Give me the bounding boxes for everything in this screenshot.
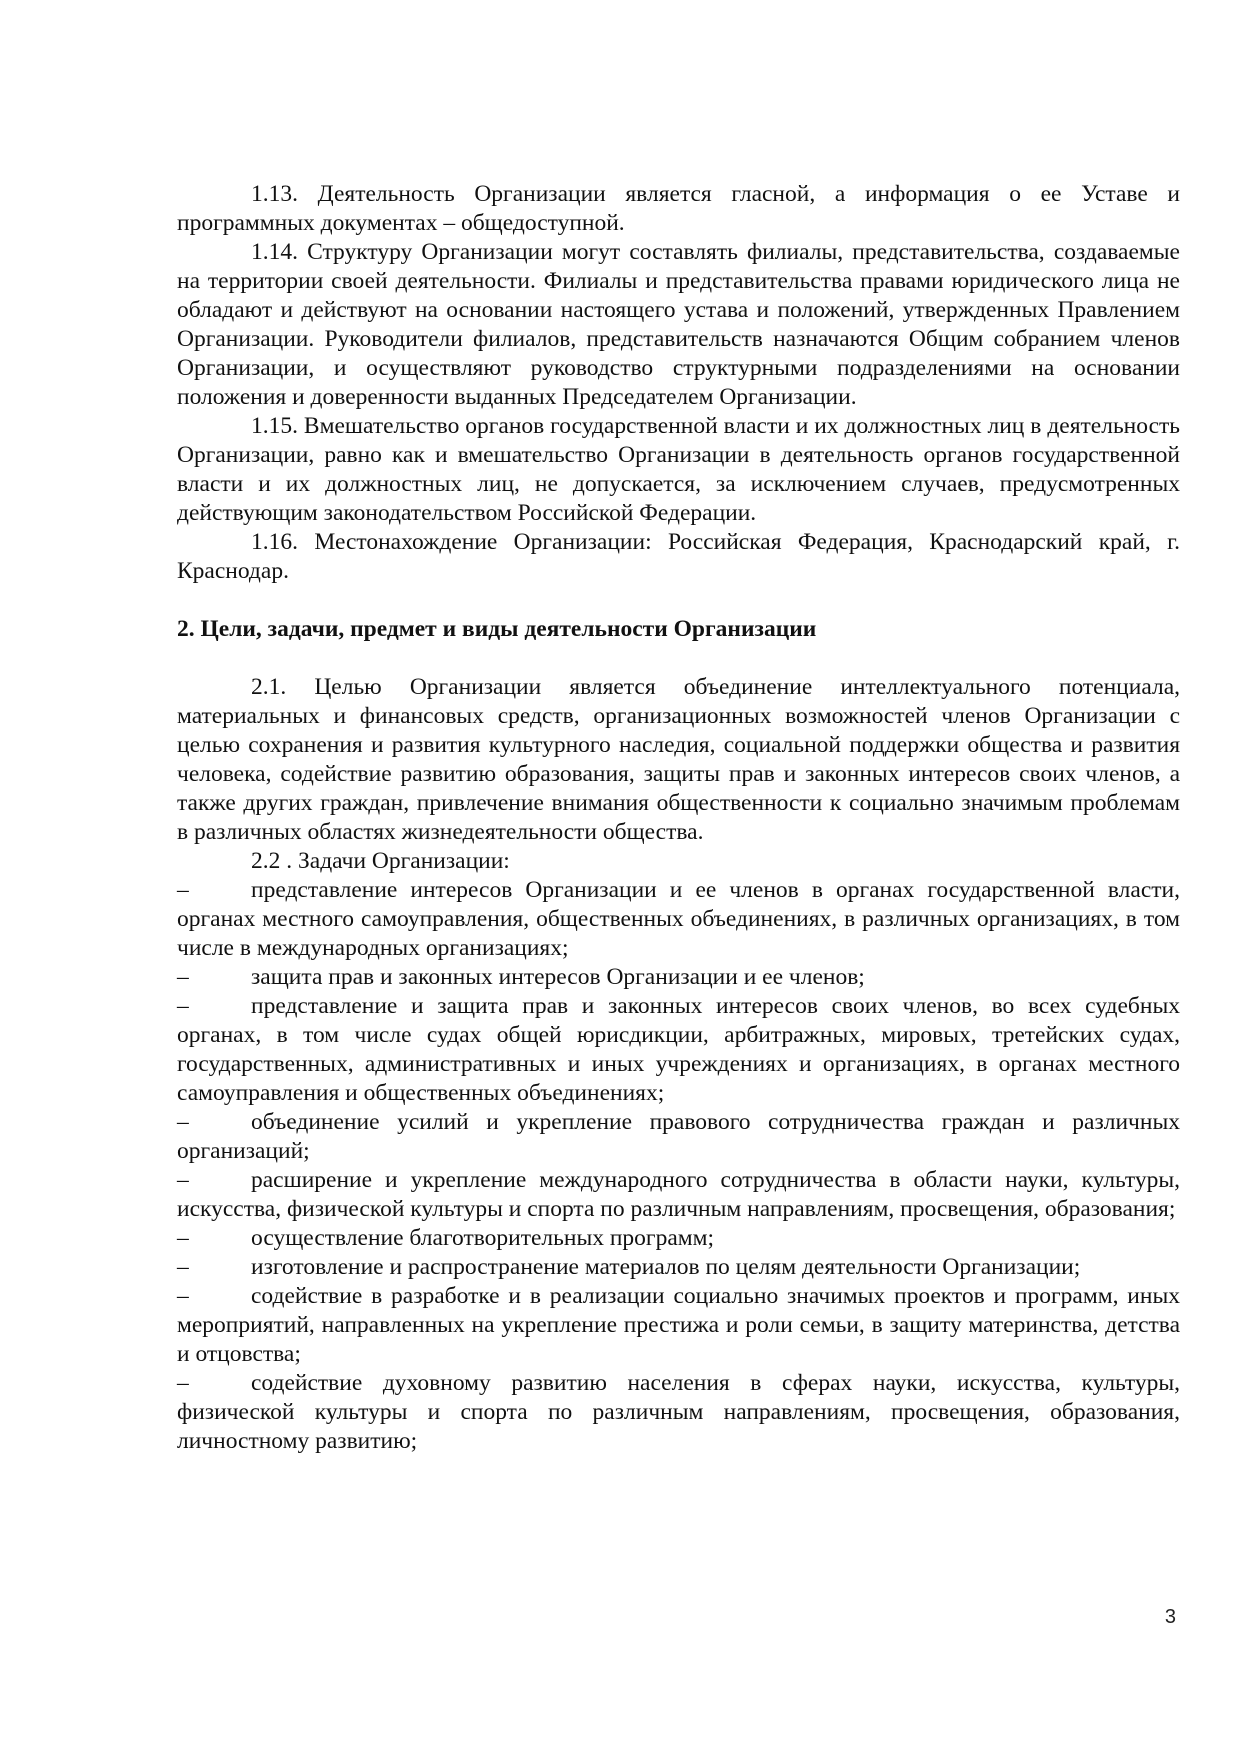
section-2-heading: 2. Цели, задачи, предмет и виды деятельности Организации <box>177 616 817 642</box>
task-list-item <box>177 1253 1180 1282</box>
task-list-item <box>177 1108 1180 1166</box>
task-text: представление интересов Организации и ее членов в органах государственной власти, органах местного самоуправления, общественных объединениях, в различных организациях, в том числе в международных организациях; <box>177 877 1180 961</box>
task-text: изготовление и распространение материалов по целям деятельности Организации; <box>251 1254 1081 1280</box>
dash-marker: – <box>177 1109 189 1135</box>
task-text: содействие духовному развитию населения в сферах науки, искусства, культуры, физической культуры и спорта по различным направлениям, просвещения, образования, личностному развитию; <box>177 1370 1180 1454</box>
paragraph-1-16: 1.16. Местонахождение Организации: Российская Федерация, Краснодарский край, г. Краснодар. <box>177 529 1180 584</box>
task-list-item <box>177 1282 1180 1369</box>
dash-marker: – <box>177 993 189 1019</box>
task-list-item <box>177 876 1180 963</box>
dash-marker: – <box>177 964 189 990</box>
dash-marker: – <box>177 1370 189 1396</box>
paragraph-2-2: 2.2 . Задачи Организации: <box>251 848 510 874</box>
paragraph-1-13: 1.13. Деятельность Организации является гласной, а информация о ее Уставе и программных документах – общедоступной. <box>177 181 1180 236</box>
task-text: объединение усилий и укрепление правового сотрудничества граждан и различных организаций; <box>177 1109 1180 1164</box>
dash-marker: – <box>177 1283 189 1309</box>
task-list-item <box>177 1369 1180 1456</box>
task-list-item <box>177 1166 1180 1224</box>
paragraph-1-15: 1.15. Вмешательство органов государственной власти и их должностных лиц в деятельность Организации, равно как и вмешательство Организации в деятельность органов государственной власти и их должностных лиц, не допускается, за исключением случаев, предусмотренных действующим законодательством Российской Федерации. <box>177 413 1180 526</box>
dash-marker: – <box>177 877 189 903</box>
task-list-item <box>177 963 1180 992</box>
task-text: представление и защита прав и законных интересов своих членов, во всех судебных органах, в том числе судах общей юрисдикции, арбитражных, мировых, третейских судах, государственных, административных и иных учреждениях и организациях, в органах местного самоуправления и общественных объединениях; <box>177 993 1180 1106</box>
paragraph-1-14: 1.14. Структуру Организации могут составлять филиалы, представительства, создаваемые на территории своей деятельности. Филиалы и представительства правами юридического лица не обладают и действуют на основании настоящего устава и положений, утвержденных Правлением Организации. Руководители филиалов, представительств назначаются Общим собранием членов Организации, и осуществляют руководство структурными подразделениями на основании положения и доверенности выданных Председателем Организации. <box>177 239 1180 410</box>
paragraph-2-1: 2.1. Целью Организации является объединение интеллектуального потенциала, материальных и финансовых средств, организационных возможностей членов Организации с целью сохранения и развития культурного наследия, социальной поддержки общества и развития человека, содействие развитию образования, защиты прав и законных интересов своих членов, а также других граждан, привлечение внимания общественности к социально значимым проблемам в различных областях жизнедеятельности общества. <box>177 674 1180 845</box>
task-list-item <box>177 992 1180 1108</box>
task-text: содействие в разработке и в реализации социально значимых проектов и программ, иных мероприятий, направленных на укрепление престижа и роли семьи, в защиту материнства, детства и отцовства; <box>177 1283 1180 1367</box>
dash-marker: – <box>177 1225 189 1251</box>
task-text: защита прав и законных интересов Организации и ее членов; <box>251 964 865 990</box>
document-body <box>177 180 1180 1456</box>
dash-marker: – <box>177 1167 189 1193</box>
dash-marker: – <box>177 1254 189 1280</box>
task-text: осуществление благотворительных программ; <box>251 1225 715 1251</box>
task-list-item <box>177 1224 1180 1253</box>
page-number: 3 <box>1164 1606 1176 1628</box>
task-text: расширение и укрепление международного сотрудничества в области науки, культуры, искусства, физической культуры и спорта по различным направлениям, просвещения, образования; <box>177 1167 1180 1222</box>
